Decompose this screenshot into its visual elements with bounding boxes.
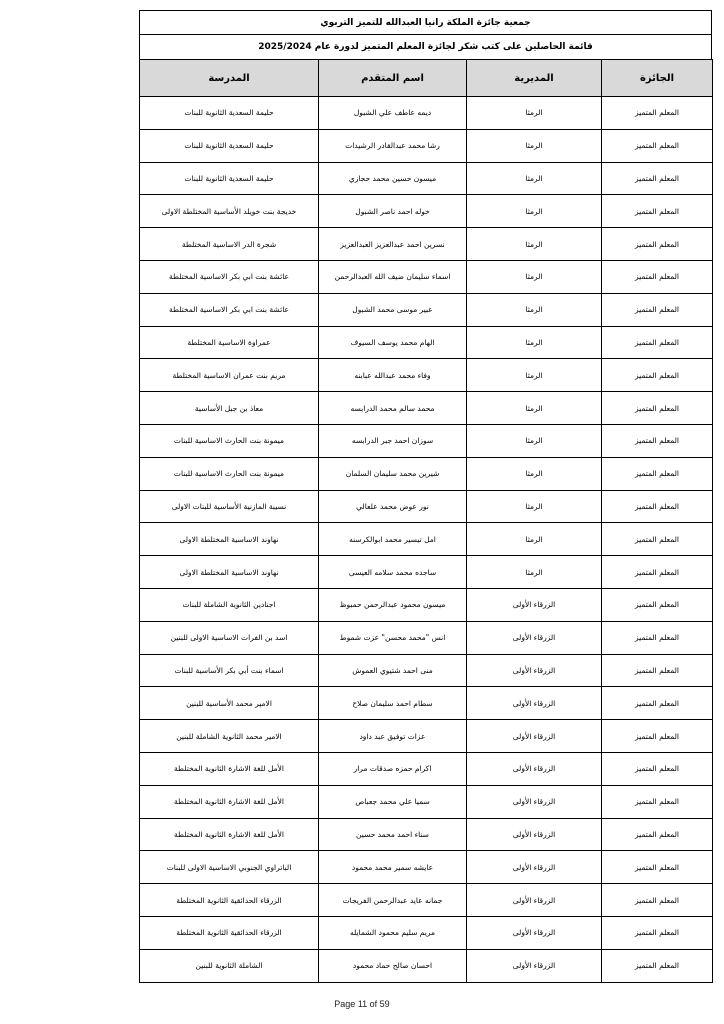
cell-directorate: الزرقاء الأولى [467, 818, 602, 851]
table-row [140, 457, 713, 490]
cell-directorate: الرمثا [467, 293, 602, 326]
table-row [140, 752, 713, 785]
cell-school: الزرقاء الحدائقية الثانوية المختلطة [140, 884, 319, 917]
cell-award: المعلم المتميز [602, 260, 713, 293]
cell-award: المعلم المتميز [602, 752, 713, 785]
cell-award: المعلم المتميز [602, 687, 713, 720]
cell-directorate: الزرقاء الأولى [467, 654, 602, 687]
cell-applicant-name: احسان صالح حماد محمود [319, 949, 467, 982]
table-row [140, 884, 713, 917]
cell-school: نهاوند الاساسية المختلطة الاولى [140, 556, 319, 589]
cell-directorate: الزرقاء الأولى [467, 785, 602, 818]
cell-applicant-name: خوله احمد ناصر الشبول [319, 195, 467, 228]
cell-award: المعلم المتميز [602, 785, 713, 818]
cell-award: المعلم المتميز [602, 490, 713, 523]
table-row [140, 97, 713, 130]
cell-applicant-name: سميا علي محمد جعباص [319, 785, 467, 818]
cell-applicant-name: سناء احمد محمد حسين [319, 818, 467, 851]
cell-award: المعلم المتميز [602, 916, 713, 949]
cell-award: المعلم المتميز [602, 195, 713, 228]
cell-applicant-name: رشا محمد عبدالقادر الرشيدات [319, 129, 467, 162]
table-row [140, 424, 713, 457]
table-row [140, 162, 713, 195]
cell-directorate: الزرقاء الأولى [467, 916, 602, 949]
cell-award: المعلم المتميز [602, 588, 713, 621]
cell-award: المعلم المتميز [602, 884, 713, 917]
cell-directorate: الرمثا [467, 359, 602, 392]
cell-school: خديجة بنت خويلد الأساسية المختلطة الاولى [140, 195, 319, 228]
cell-applicant-name: سطام احمد سليمان صلاح [319, 687, 467, 720]
column-header-directorate: المديرية [467, 60, 602, 97]
cell-school: عمراوة الاساسية المختلطة [140, 326, 319, 359]
awardees-table [139, 59, 713, 983]
cell-school: نسيبة المازنية الأساسية للبنات الاولى [140, 490, 319, 523]
document-subtitle [139, 34, 712, 59]
cell-school: الباتراوي الجنوبي الاساسية الاولى للبنات [140, 851, 319, 884]
table-row [140, 785, 713, 818]
cell-school: ميمونة بنت الحارث الاساسية للبنات [140, 424, 319, 457]
cell-directorate: الزرقاء الأولى [467, 884, 602, 917]
cell-school: ميمونة بنت الحارث الاساسية للبنات [140, 457, 319, 490]
cell-directorate: الرمثا [467, 556, 602, 589]
table-row [140, 228, 713, 261]
document-title [139, 10, 712, 34]
cell-applicant-name: مريم سليم محمود الشمايله [319, 916, 467, 949]
cell-school: حليمة السعدية الثانوية للبنات [140, 97, 319, 130]
cell-applicant-name: جمانه عايد عبدالرحمن الفريجات [319, 884, 467, 917]
cell-award: المعلم المتميز [602, 818, 713, 851]
cell-applicant-name: ميسون محمود عبدالرحمن حمبوظ [319, 588, 467, 621]
cell-award: المعلم المتميز [602, 228, 713, 261]
cell-directorate: الزرقاء الأولى [467, 687, 602, 720]
cell-directorate: الرمثا [467, 457, 602, 490]
table-row [140, 490, 713, 523]
cell-directorate: الرمثا [467, 129, 602, 162]
cell-directorate: الزرقاء الأولى [467, 752, 602, 785]
cell-school: الأمل للغة الاشارة الثانوية المختلطة [140, 818, 319, 851]
cell-award: المعلم المتميز [602, 162, 713, 195]
cell-school: نهاوند الاساسية المختلطة الاولى [140, 523, 319, 556]
cell-directorate: الرمثا [467, 424, 602, 457]
cell-applicant-name: سوزان احمد جبر الدرابسه [319, 424, 467, 457]
cell-directorate: الرمثا [467, 162, 602, 195]
cell-school: اجنادين الثانوية الشاملة للبنات [140, 588, 319, 621]
page-footer [0, 999, 724, 1009]
table-row [140, 523, 713, 556]
cell-school: حليمة السعدية الثانوية للبنات [140, 162, 319, 195]
cell-award: المعلم المتميز [602, 129, 713, 162]
cell-directorate: الزرقاء الأولى [467, 621, 602, 654]
table-row [140, 916, 713, 949]
cell-school: عائشة بنت ابي بكر الاساسية المختلطة [140, 260, 319, 293]
cell-applicant-name: ساجده محمد سلامه العيسى [319, 556, 467, 589]
cell-school: الأمل للغة الاشارة الثانوية المختلطة [140, 752, 319, 785]
column-header-applicant-name: اسم المتقدم [319, 60, 467, 97]
cell-directorate: الرمثا [467, 392, 602, 425]
cell-directorate: الرمثا [467, 260, 602, 293]
table-row [140, 359, 713, 392]
cell-applicant-name: شيرين محمد سليمان السلمان [319, 457, 467, 490]
cell-school: الزرقاء الحدائقية الثانوية المختلطة [140, 916, 319, 949]
document-sheet [139, 10, 712, 983]
cell-directorate: الرمثا [467, 490, 602, 523]
cell-award: المعلم المتميز [602, 97, 713, 130]
cell-directorate: الرمثا [467, 228, 602, 261]
cell-award: المعلم المتميز [602, 359, 713, 392]
document-subtitle-text: قائمة الحاصلين على كتب شكر لجائزة المعلم المتميز لدورة عام 2025/2024 [258, 42, 593, 52]
table-row [140, 326, 713, 359]
cell-directorate: الرمثا [467, 195, 602, 228]
table-row [140, 556, 713, 589]
table-row [140, 687, 713, 720]
cell-school: مريم بنت عمران الاساسية المختلطة [140, 359, 319, 392]
table-row [140, 392, 713, 425]
page-number: Page 11 of 59 [334, 999, 390, 1009]
cell-school: اسد بن الفرات الاساسية الاولى للبنين [140, 621, 319, 654]
cell-school: عائشة بنت ابي بكر الاساسية المختلطة [140, 293, 319, 326]
table-header-row [140, 60, 713, 97]
cell-applicant-name: منى احمد شتيوي العموش [319, 654, 467, 687]
cell-award: المعلم المتميز [602, 523, 713, 556]
cell-award: المعلم المتميز [602, 556, 713, 589]
table-body [140, 97, 713, 983]
cell-directorate: الزرقاء الأولى [467, 949, 602, 982]
document-title-text: جمعية جائزة الملكة رانيا العبدالله للتميز التربوي [320, 17, 531, 28]
cell-applicant-name: عزات توفيق عبد داود [319, 720, 467, 753]
cell-award: المعلم المتميز [602, 949, 713, 982]
cell-applicant-name: الهام محمد يوسف السيوف [319, 326, 467, 359]
table-row [140, 720, 713, 753]
cell-school: اسماء بنت أبي بكر الأساسية للبنات [140, 654, 319, 687]
cell-applicant-name: عايشه سمير محمد محمود [319, 851, 467, 884]
cell-award: المعلم المتميز [602, 654, 713, 687]
cell-school: الأمل للغة الاشارة الثانوية المختلطة [140, 785, 319, 818]
cell-award: المعلم المتميز [602, 457, 713, 490]
column-header-school: المدرسة [140, 60, 319, 97]
cell-school: الامير محمد الثانوية الشاملة للبنين [140, 720, 319, 753]
cell-school: الامير محمد الأساسية للبنين [140, 687, 319, 720]
table-row [140, 949, 713, 982]
cell-directorate: الزرقاء الأولى [467, 851, 602, 884]
table-row [140, 621, 713, 654]
cell-applicant-name: امل تيسير محمد ابوالكرسنه [319, 523, 467, 556]
table-row [140, 851, 713, 884]
cell-award: المعلم المتميز [602, 424, 713, 457]
cell-award: المعلم المتميز [602, 621, 713, 654]
cell-directorate: الرمثا [467, 97, 602, 130]
cell-award: المعلم المتميز [602, 326, 713, 359]
table-row [140, 129, 713, 162]
cell-directorate: الزرقاء الأولى [467, 720, 602, 753]
cell-applicant-name: اكرام حمزه صدقات مرار [319, 752, 467, 785]
table-row [140, 654, 713, 687]
cell-school: حليمة السعدية الثانوية للبنات [140, 129, 319, 162]
table-row [140, 260, 713, 293]
cell-directorate: الرمثا [467, 523, 602, 556]
cell-directorate: الزرقاء الأولى [467, 588, 602, 621]
table-row [140, 195, 713, 228]
cell-school: الشاملة الثانوية للبنين [140, 949, 319, 982]
cell-applicant-name: انس "محمد محسن" عزت شموط [319, 621, 467, 654]
cell-school: شجرة الدر الاساسية المختلطة [140, 228, 319, 261]
cell-directorate: الرمثا [467, 326, 602, 359]
cell-award: المعلم المتميز [602, 392, 713, 425]
cell-award: المعلم المتميز [602, 720, 713, 753]
cell-award: المعلم المتميز [602, 293, 713, 326]
cell-applicant-name: ديمه عاطف علي الشبول [319, 97, 467, 130]
cell-applicant-name: ميسون حسين محمد حجازي [319, 162, 467, 195]
cell-school: معاذ بن جبل الأساسية [140, 392, 319, 425]
cell-applicant-name: عبير موسى محمد الشبول [319, 293, 467, 326]
cell-award: المعلم المتميز [602, 851, 713, 884]
cell-applicant-name: نسرين احمد عبدالعزيز العبدالعزيز [319, 228, 467, 261]
table-row [140, 293, 713, 326]
table-row [140, 588, 713, 621]
cell-applicant-name: وفاء محمد عبدالله عبابنه [319, 359, 467, 392]
table-row [140, 818, 713, 851]
cell-applicant-name: اسماء سليمان ضيف الله العبدالرحمن [319, 260, 467, 293]
cell-applicant-name: نور عوض محمد علعالي [319, 490, 467, 523]
column-header-award: الجائزة [602, 60, 713, 97]
cell-applicant-name: محمد سالم محمد الدرابسه [319, 392, 467, 425]
